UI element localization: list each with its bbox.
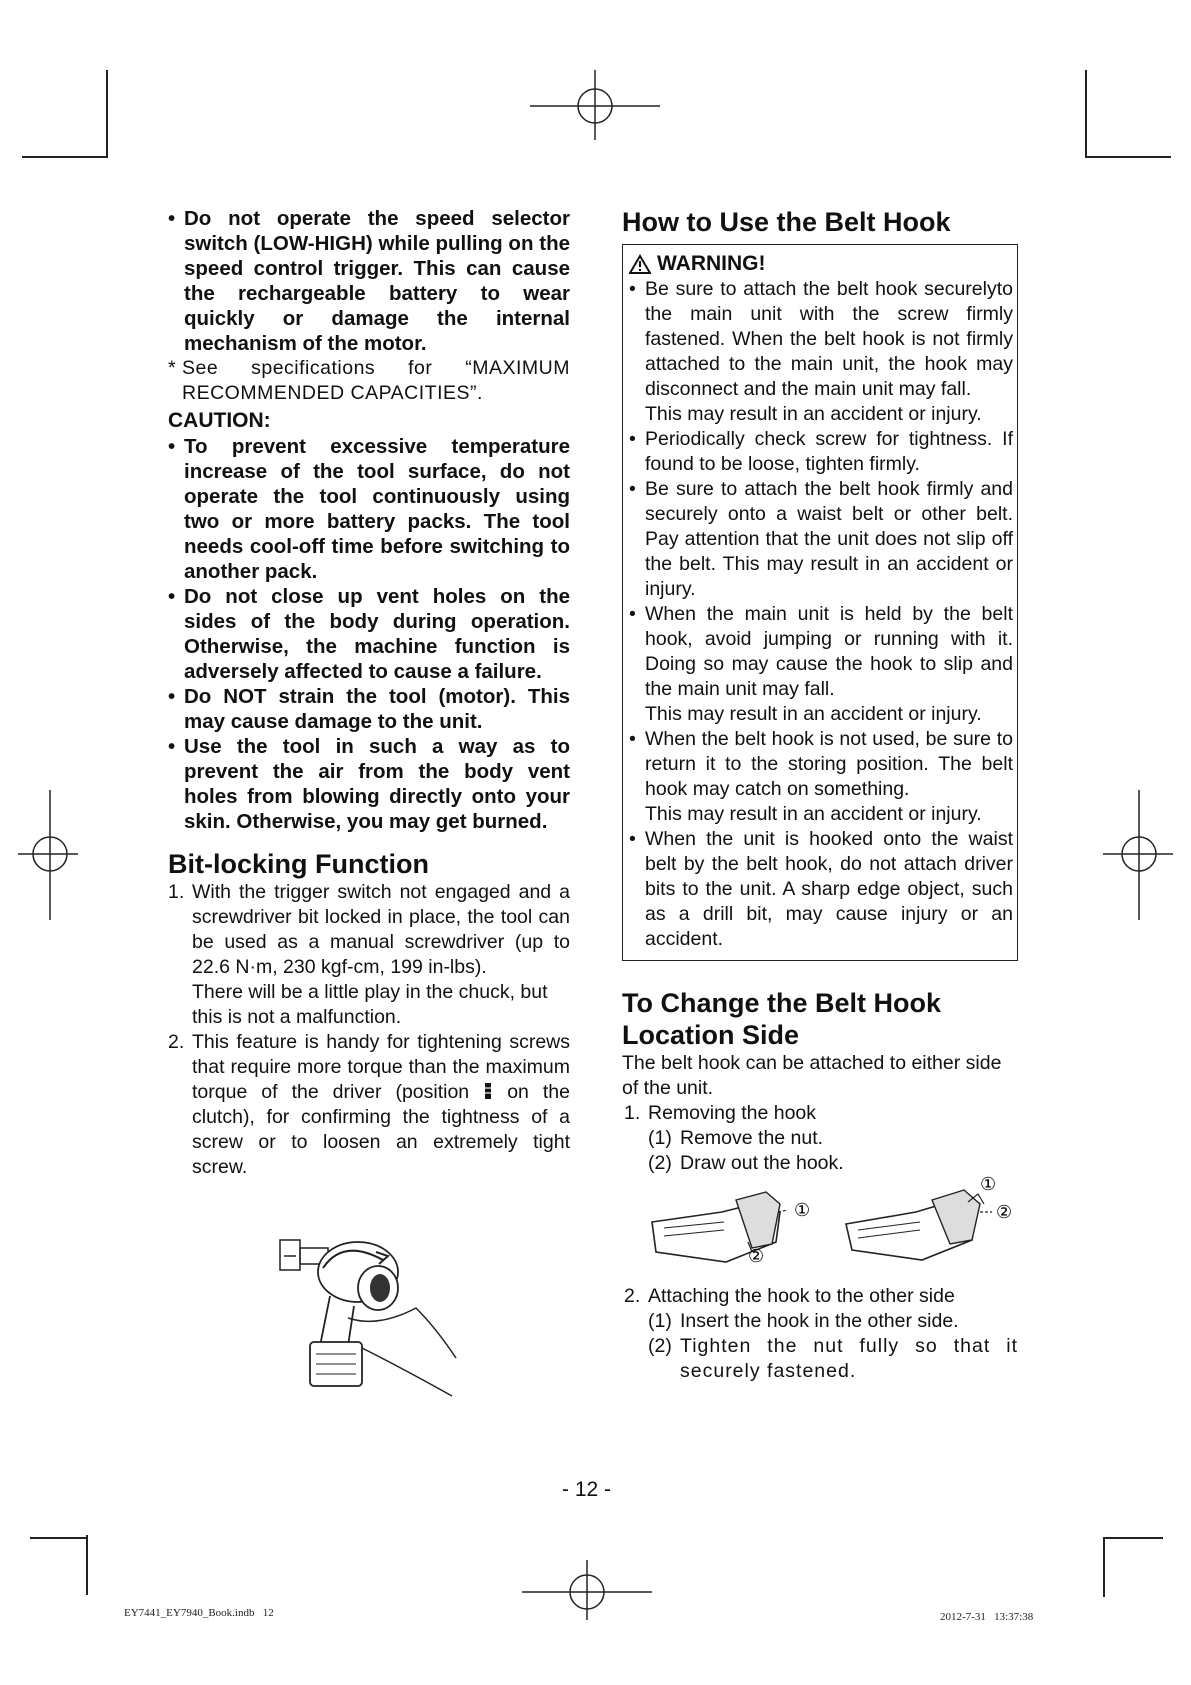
figure-label: ① [980,1174,997,1195]
warning-triangle-icon [629,254,651,274]
registration-mark-bottom [522,1560,652,1620]
list-item: 1. With the trigger switch not engaged and a screwdriver bit locked in place, the tool can be used as a manual screwdriver (up to 22.6 N·m, 230 kgf-cm, 199 in-lbs). There will be a little play in the chuck, but this is not a malfunction. [168,881,570,1028]
section-heading-bit-locking: Bit-locking Function [168,849,429,879]
warning-item: • When the main unit is held by the belt hook, avoid jumping or running with it. Doing so may cause the hook to slip and the main unit may fall. This may result in an accident or injury. [629,603,1013,725]
list-item: • Do not operate the speed selector switch (LOW-HIGH) while pulling on the speed control trigger. This can cause the rechargeable battery to wear quickly or damage the internal mechanism of the motor. [168,207,570,355]
sub-step: (2) Tighten the nut fully so that it securely fastened. [648,1335,1018,1382]
warning-item: • Be sure to attach the belt hook securelyto the main unit with the screw firmly fastened. When the belt hook is not firmly attached to the main unit, the hook may disconnect and the main unit may fall. This may result in an accident or injury. [629,278,1013,425]
warning-item: • Periodically check screw for tightness. If found to be loose, tighten firmly. [629,428,1013,475]
sub-step: (2) Draw out the hook. [648,1152,844,1174]
registration-mark-left [18,790,78,920]
figure-label: ② [748,1246,765,1267]
registration-mark-top [530,70,660,140]
warning-item: • When the belt hook is not used, be sure to return it to the storing position. The belt hook may catch on something. This may result in an accident or injury. [629,728,1013,825]
page-number: - 12 - [562,1478,612,1501]
left-column [168,206,570,1180]
drill-manual-screwdriver-illustration [278,1238,458,1398]
specification-note: * See specifications for “MAXIMUM RECOMMENDED CAPACITIES”. [168,357,570,404]
section-heading-change-side: To Change the Belt Hook Location Side [622,988,942,1050]
crop-mark [1085,156,1171,158]
right-column [622,206,1018,1384]
crop-mark [30,1537,88,1539]
warning-heading: WARNING! [629,251,1013,277]
crop-mark [22,156,108,158]
crop-mark [106,70,108,158]
crop-mark [1085,70,1087,158]
list-item: • Do NOT strain the tool (motor). This may cause damage to the unit. [168,685,570,733]
section-heading-belt-hook: How to Use the Belt Hook [622,207,951,237]
belt-hook-figures [622,1176,1018,1284]
list-item: 2. Attaching the hook to the other side [624,1285,955,1307]
figure-label: ② [996,1202,1013,1223]
belt-hook-removal-figure-a [644,1182,814,1272]
footer-timestamp: 2012-7-31 13:37:38 [940,1611,1034,1623]
list-item: 1. Removing the hook [624,1102,817,1124]
list-item: • To prevent excessive temperature increase of the tool surface, do not operate the tool continuously using two or more battery packs. The tool needs cool-off time before switching to another pack. [168,435,570,583]
sub-step: (1) Remove the nut. [648,1127,824,1149]
clutch-position-icon [483,1082,493,1100]
crop-mark [1103,1537,1105,1597]
crop-mark [86,1535,88,1595]
caution-heading: CAUTION: [168,409,271,432]
warning-item: • Be sure to attach the belt hook firmly and securely onto a waist belt or other belt. Pay attention that the unit does not slip off the belt. This may result in an accident or injury. [629,478,1013,600]
belt-hook-removal-figure-b [840,1166,1020,1276]
registration-mark-right [1103,790,1173,920]
footer-file-name: EY7441_EY7940_Book.indb 12 [124,1607,274,1619]
warning-box [622,244,1018,961]
warning-item: • When the unit is hooked onto the waist belt by the belt hook, do not attach driver bits to the unit. A sharp edge object, such as a drill bit, may cause injury or an accident. [629,828,1013,950]
list-item: • Do not close up vent holes on the sides of the body during operation. Otherwise, the machine function is adversely affected to cause a failure. [168,585,570,683]
list-item: • Use the tool in such a way as to prevent the air from the body vent holes from blowing directly onto your skin. Otherwise, you may get burned. [168,735,570,833]
list-item: 2. This feature is handy for tightening screws that require more torque than the maximum torque of the driver (position on the clutch), for confirming the tightness of a screw or to loosen an extremely tight screw. [168,1031,570,1178]
change-intro: The belt hook can be attached to either side of the unit. [622,1052,1002,1099]
sub-step: (1) Insert the hook in the other side. [648,1310,959,1332]
figure-label: ① [794,1200,811,1221]
crop-mark [1103,1537,1163,1539]
